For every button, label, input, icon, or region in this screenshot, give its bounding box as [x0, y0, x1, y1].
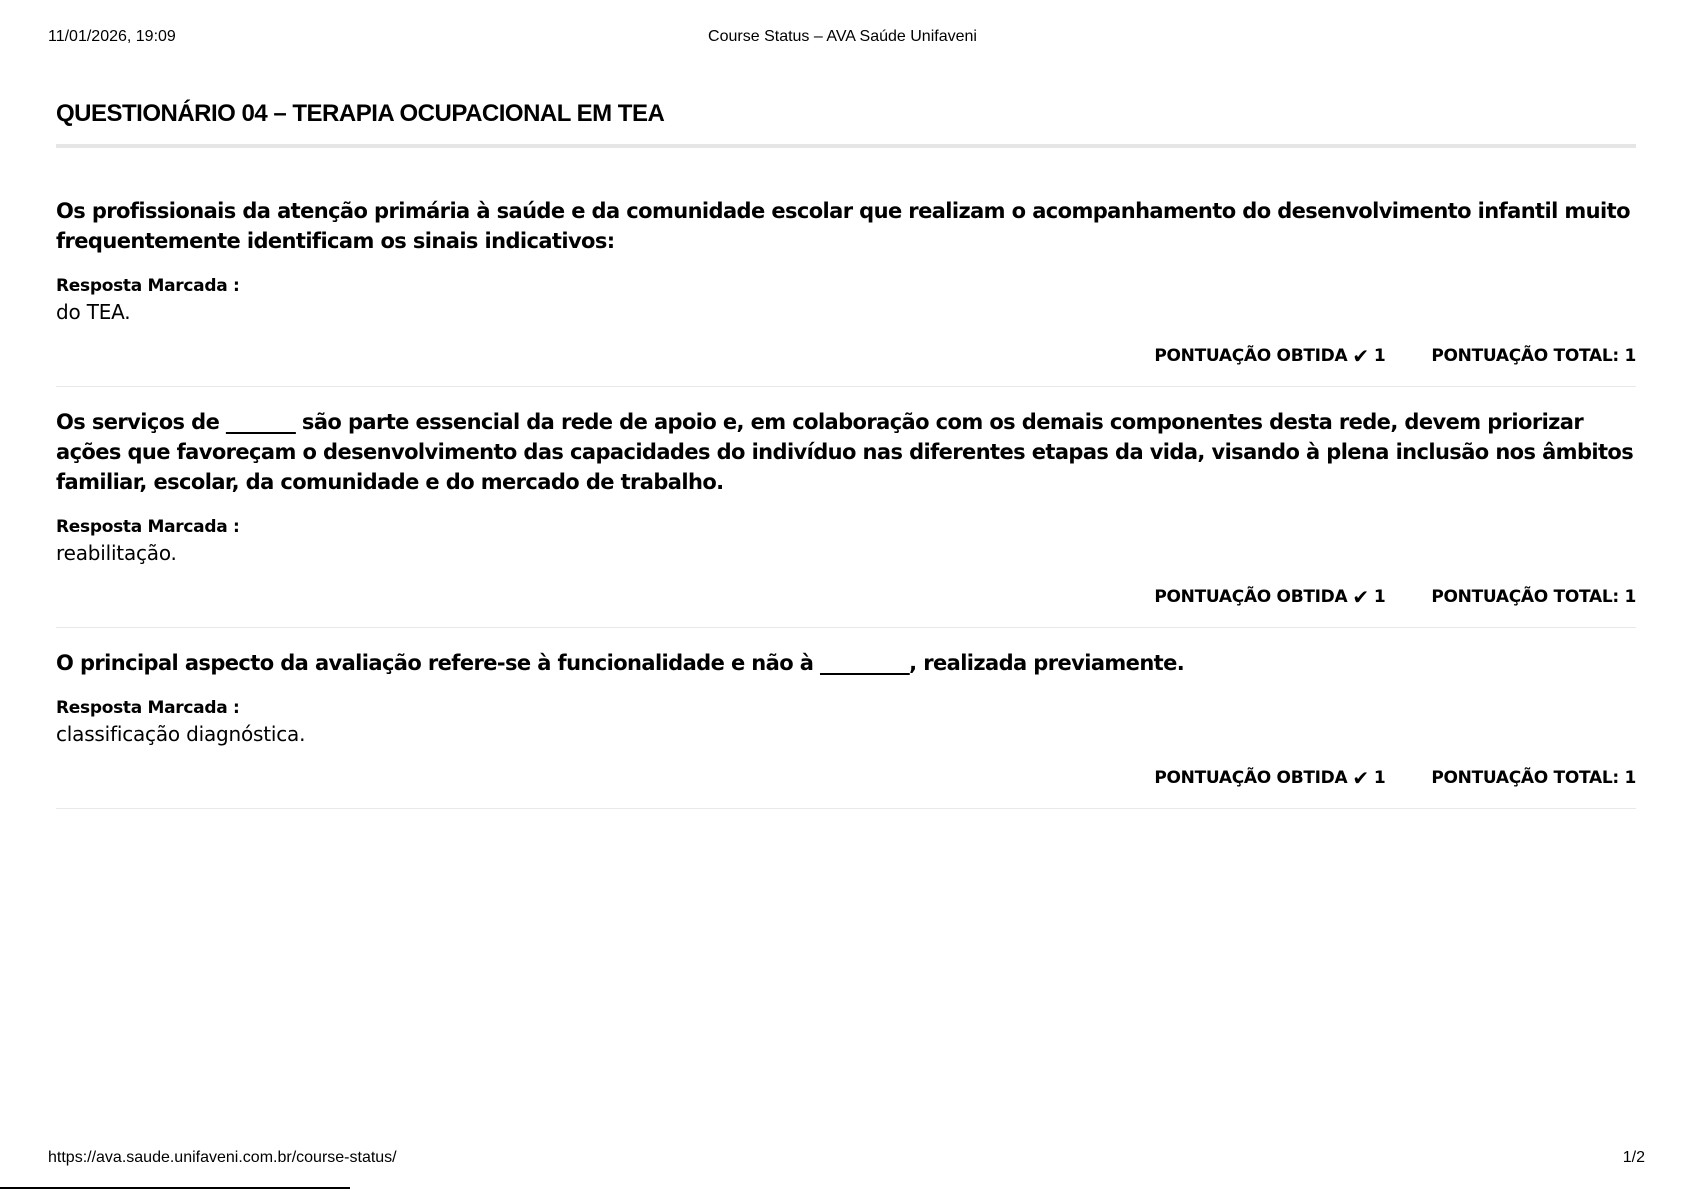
score-total: PONTUAÇÃO TOTAL: 1 [1431, 768, 1636, 788]
score-obtained-label: PONTUAÇÃO OBTIDA [1154, 587, 1348, 607]
answer-value: reabilitação. [56, 541, 177, 565]
check-icon: ✔ [1352, 344, 1369, 368]
check-icon: ✔ [1352, 585, 1369, 609]
score-obtained-label: PONTUAÇÃO OBTIDA [1154, 768, 1348, 788]
footer-url: https://ava.saude.unifaveni.com.br/course-status/ [48, 1149, 397, 1166]
score-total: PONTUAÇÃO TOTAL: 1 [1431, 587, 1636, 607]
check-icon: ✔ [1352, 766, 1369, 790]
question-1 [56, 196, 1636, 387]
answer-label: Resposta Marcada : [56, 276, 240, 296]
question-2 [56, 387, 1636, 628]
print-header [48, 28, 1637, 50]
score-obtained [1154, 587, 1385, 607]
score-obtained-value: 1 [1373, 587, 1386, 607]
question-text: Os profissionais da atenção primária à saúde e da comunidade escolar que realizam o acompanhamento do desenvolvimento infantil muito frequentemente identificam os sinais indicativos: [56, 199, 1630, 253]
question-3 [56, 628, 1636, 809]
print-page-title: Course Status – AVA Saúde Unifaveni [708, 28, 977, 45]
quiz-title: QUESTIONÁRIO 04 – TERAPIA OCUPACIONAL EM TEA [56, 100, 1636, 148]
question-text: O principal aspecto da avaliação refere-se à funcionalidade e não à _________, realizada previamente. [56, 651, 1185, 675]
answer-value: do TEA. [56, 300, 131, 324]
print-date: 11/01/2026, 19:09 [48, 28, 176, 45]
question-text: Os serviços de _______ são parte essencial da rede de apoio e, em colaboração com os demais componentes desta rede, devem priorizar ações que favoreçam o desenvolvimento das capacidades do indivíduo nas diferentes etapas da vida, visando à plena inclusão nos âmbitos familiar, escolar, da comunidade e do mercado de trabalho. [56, 410, 1634, 494]
quiz-content [56, 100, 1636, 809]
score-row [56, 565, 1636, 627]
score-row [56, 324, 1636, 386]
score-obtained-label: PONTUAÇÃO OBTIDA [1154, 346, 1348, 366]
score-obtained-value: 1 [1373, 346, 1386, 366]
score-obtained [1154, 768, 1385, 788]
page-number: 1/2 [1622, 1149, 1645, 1166]
page-cut-line [0, 1187, 350, 1189]
answer-label: Resposta Marcada : [56, 698, 240, 718]
print-footer [48, 1149, 1645, 1171]
score-row [56, 746, 1636, 808]
score-obtained-value: 1 [1373, 768, 1386, 788]
score-total: PONTUAÇÃO TOTAL: 1 [1431, 346, 1636, 366]
answer-label: Resposta Marcada : [56, 517, 240, 537]
answer-value: classificação diagnóstica. [56, 722, 306, 746]
score-obtained [1154, 346, 1385, 366]
